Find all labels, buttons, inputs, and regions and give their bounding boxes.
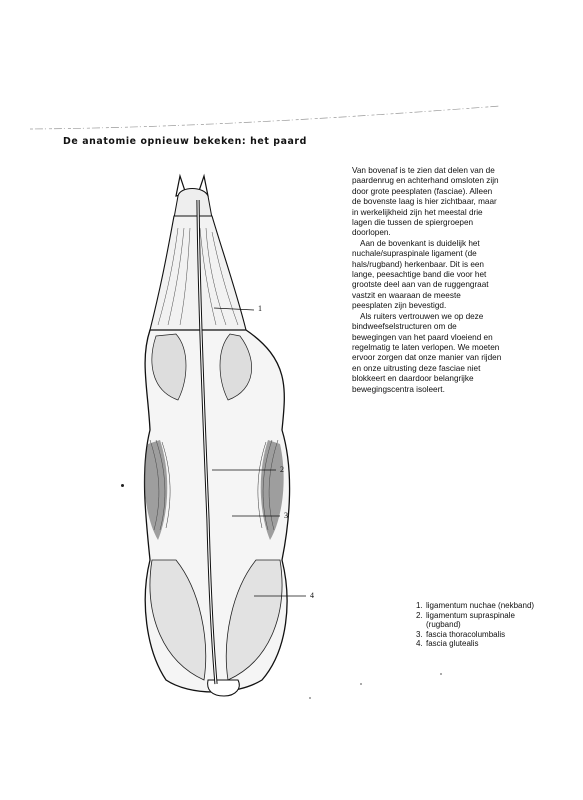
figure-label-3: 3 — [284, 511, 288, 520]
scan-speck — [360, 683, 362, 685]
figure-label-1: 1 — [258, 304, 262, 313]
figure-label-4: 4 — [310, 591, 314, 600]
legend-item: 4. fascia glutealis — [416, 639, 479, 649]
legend-item: 3. fascia thoracolumbalis — [416, 629, 506, 639]
legend-item: 2. ligamentum supraspinale (rugband) — [416, 610, 515, 630]
page-title: De anatomie opnieuw bekeken: het paard — [63, 136, 307, 147]
scan-speck — [121, 484, 124, 487]
legend-item: 1. ligamentum nuchae (nekband) — [416, 601, 535, 610]
figure-label-2: 2 — [280, 465, 284, 474]
figure-legend — [416, 601, 536, 649]
paragraph-3: Als ruiters vertrouwen we op deze bindweefselstructuren om de bewegingen van het paard vloeiend en regelmatig te laten verlopen. We moeten ervoor zorgen dat onze manier van rijden en onze uitrusting deze fasciae niet blokkeert en daardoor belangrijke bewegingscentra isoleert. — [352, 311, 502, 394]
paragraph-1: Van bovenaf is te zien dat delen van de paardenrug en achterhand omsloten zijn door grote peesplaten (fasciae). Alleen de bovenste laag is hier zichtbaar, maar in werkelijkheid zijn het meestal drie lagen die tussen de spiergroepen doorlopen. — [352, 166, 499, 238]
scan-speck — [440, 673, 442, 675]
paragraph-2: Aan de bovenkant is duidelijk het nuchale/supraspinale ligament (de hals/rugband) herkenbaar. Dit is een lange, peesachtige band die voor het grootste deel aan van de ruggengraat vastzit en waaraan de meeste peesplaten zijn bevestigd. — [352, 238, 489, 311]
scan-speck — [309, 697, 311, 699]
